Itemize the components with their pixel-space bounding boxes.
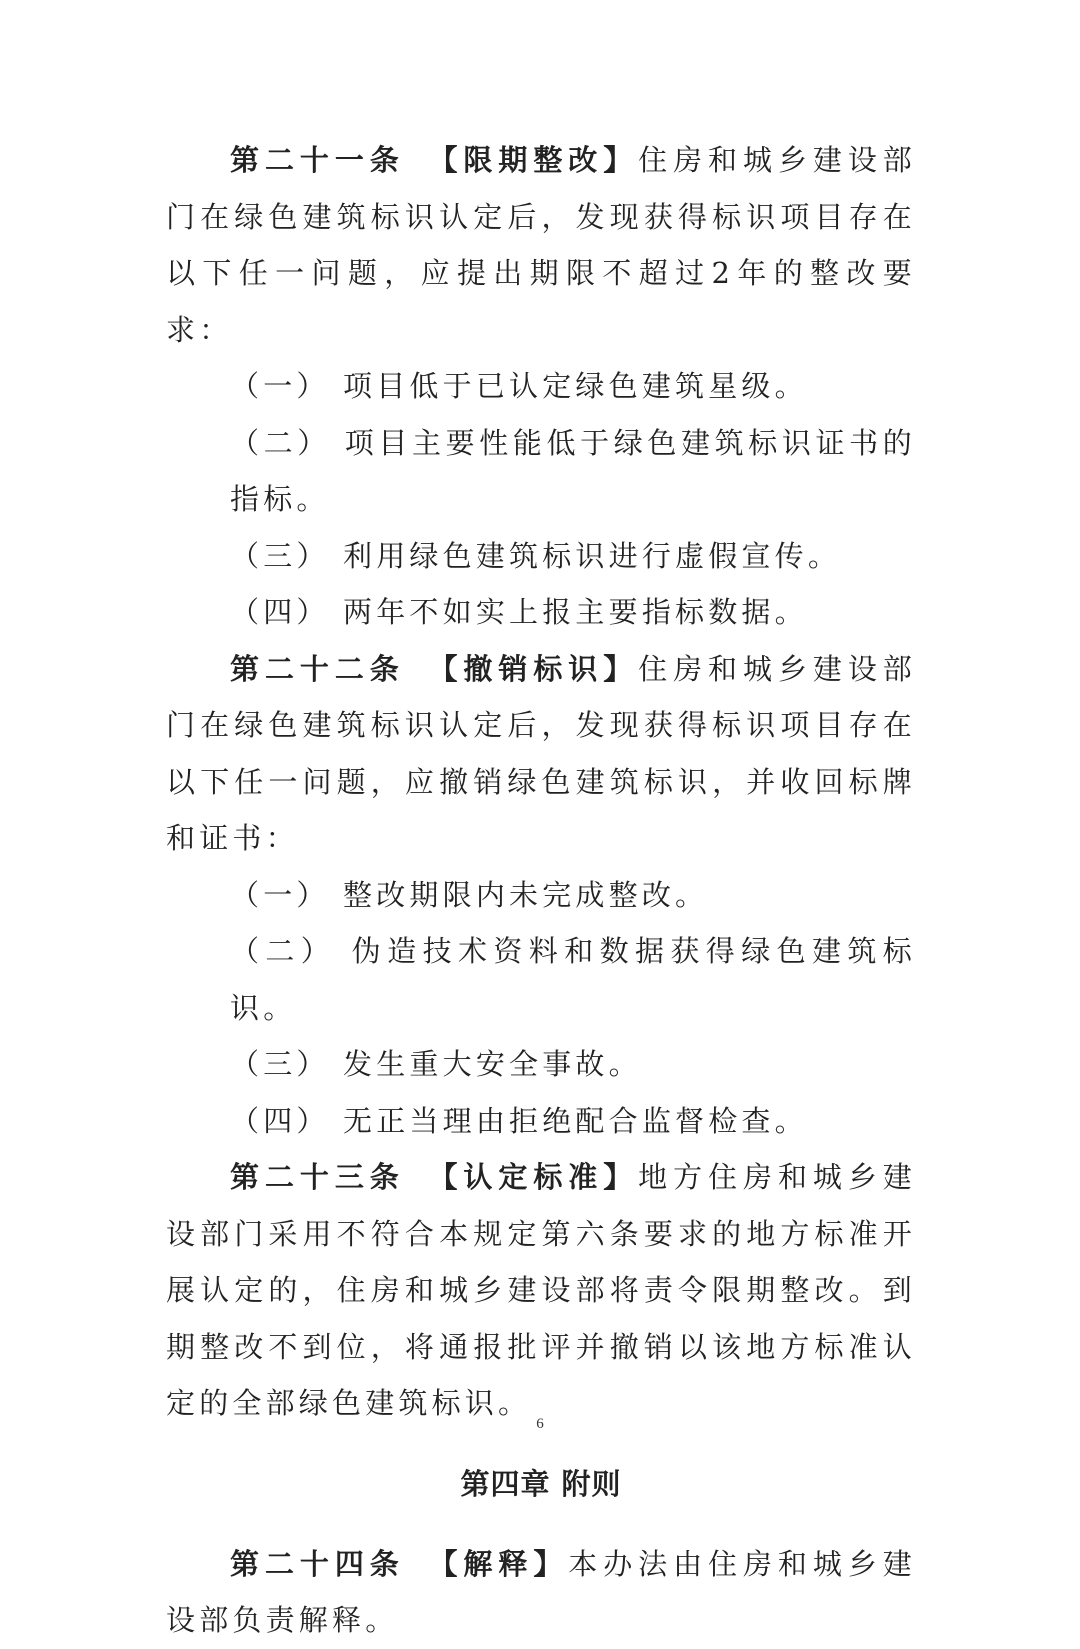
article-title: 【限期整改】 [426,143,639,177]
article-21 [166,132,916,358]
article-title: 【认定标准】 [426,1160,639,1194]
article-22 [166,641,916,867]
article-text: 本办法由住房和城乡建设部负责解释。 [166,1546,916,1637]
article-number: 第二十二条 [230,651,405,686]
chapter-heading: 第四章 附则 [460,1466,622,1501]
list-item: （四） 两年不如实上报主要指标数据。 [230,595,808,629]
article-number: 第二十一条 [230,143,405,177]
list-item: （三） 利用绿色建筑标识进行虚假宣传。 [230,538,842,573]
article-23 [166,1149,916,1432]
list-item: （三） 发生重大安全事故。 [230,1047,642,1081]
list-item: （二） 伪造技术资料和数据获得绿色建筑标识。 [230,934,916,1025]
article-title: 【解释】 [426,1546,569,1581]
list-item: （二） 项目主要性能低于绿色建筑标识证书的指标。 [230,425,916,516]
article-24 [166,1536,916,1649]
article-text: 住房和城乡建设部门在绿色建筑标识认定后，发现获得标识项目存在以下任一问题，应撤销绿色建筑标识，并收回标牌和证书： [166,651,916,855]
article-text: 地方住房和城乡建设部门采用不符合本规定第六条要求的地方标准开展认定的，住房和城乡建设部将责令限期整改。到期整改不到位，将通报批评并撤销以该地方标准认定的全部绿色建筑标识。 [166,1160,916,1420]
list-item: （一） 整改期限内未完成整改。 [230,877,709,912]
list-item: （四） 无正当理由拒绝配合监督检查。 [230,1103,808,1138]
article-text: 住房和城乡建设部门在绿色建筑标识认定后，发现获得标识项目存在以下任一问题，应提出期限不超过2年的整改要求： [166,143,916,347]
article-number: 第二十四条 [230,1546,405,1581]
article-title: 【撤销标识】 [426,651,639,686]
list-item: （一） 项目低于已认定绿色建筑星级。 [230,369,808,403]
article-number: 第二十三条 [230,1160,405,1194]
page-number: 6 [536,1416,544,1432]
